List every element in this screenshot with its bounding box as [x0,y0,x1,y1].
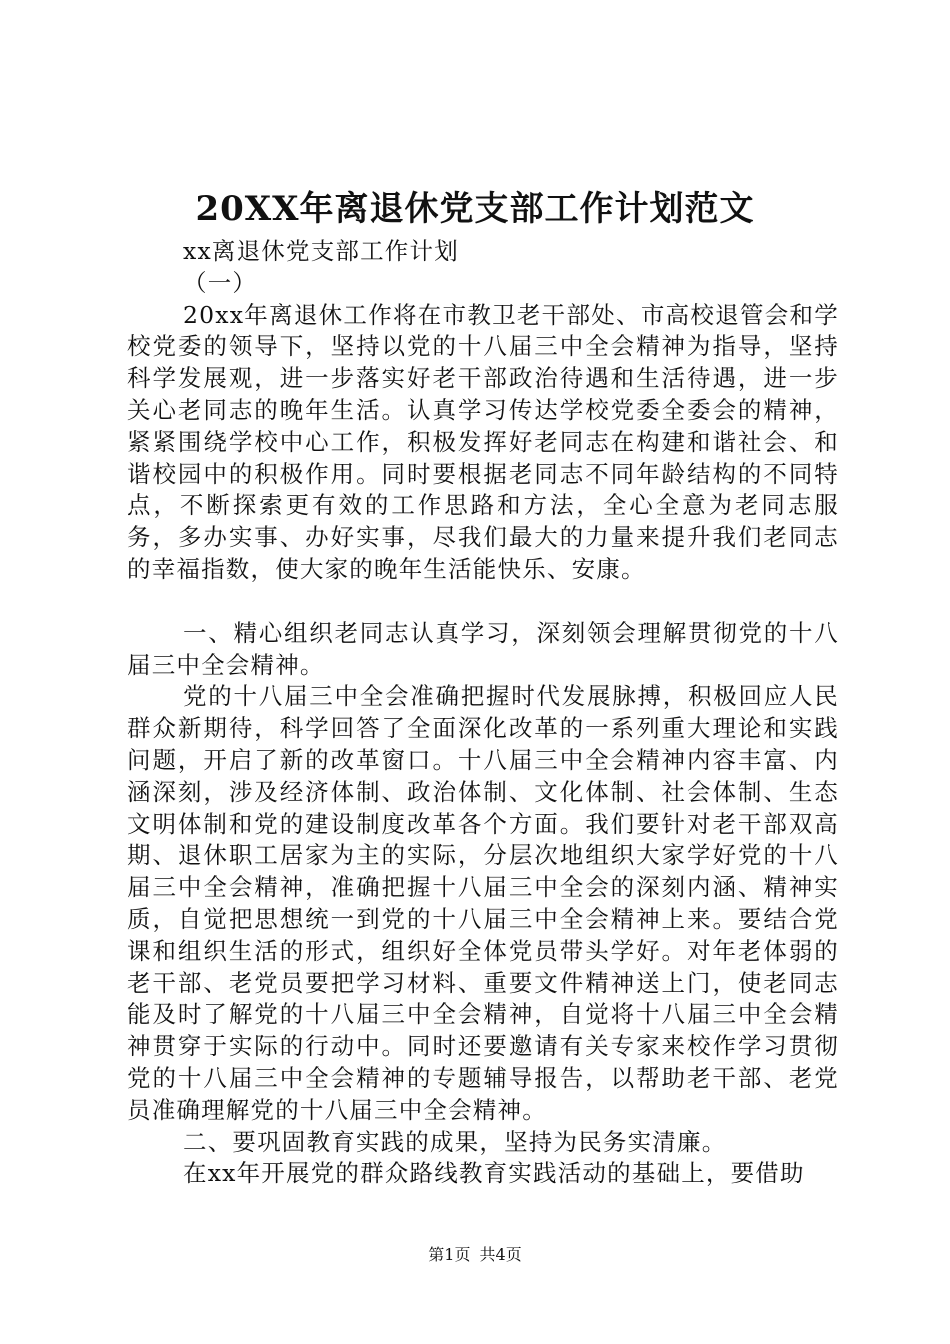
heading-section-two: 二、要巩固教育实践的成果，坚持为民务实清廉。 [183,1127,727,1156]
paragraph-section-two: 在xx年开展党的群众路线教育实践活动的基础上，要借助 [183,1159,805,1188]
heading-section-one: 一、精心组织老同志认真学习，深刻领会理解贯彻党的十八届三中全会精神。 [127,618,839,679]
document-body [127,236,839,1190]
page-total: 共4页 [479,1245,522,1264]
paragraph-gap [127,586,839,618]
page-number: 第1页 [428,1245,471,1264]
page-footer [0,1244,950,1266]
paragraph-section-one: 党的十八届三中全会准确把握时代发展脉搏，积极回应人民群众新期待，科学回答了全面深化改革的一系列重大理论和实践问题，开启了新的改革窗口。十八届三中全会精神内容丰富、内涵深刻，涉及经济体制、政治体制、文化体制、社会体制、生态文明体制和党的建设制度改革各个方面。我们要针对老干部双高期、退休职工居家为主的实际，分层次地组织大家学好党的十八届三中全会精神，准确把握十八届三中全会的深刻内涵、精神实质，自觉把思想统一到党的十八届三中全会精神上来。要结合党课和组织生活的形式，组织好全体党员带头学好。对年老体弱的老干部、老党员要把学习材料、重要文件精神送上门，使老同志能及时了解党的十八届三中全会精神，自觉将十八届三中全会精神贯穿于实际的行动中。同时还要邀请有关专家来校作学习贯彻党的十八届三中全会精神的专题辅导报告，以帮助老干部、老党员准确理解党的十八届三中全会精神。 [127,682,839,1124]
section-marker: （一） [183,268,258,297]
document-title: 20XX年离退休党支部工作计划范文 [195,189,755,229]
document-subtitle: xx离退休党支部工作计划 [183,237,459,265]
paragraph-intro: 20xx年离退休工作将在市教卫老干部处、市高校退管会和学校党委的领导下，坚持以党的十八届三中全会精神为指导，坚持科学发展观，进一步落实好老干部政治待遇和生活待遇，进一步关心老同志的晚年生活。认真学习传达学校党委全委会的精神，紧紧围绕学校中心工作，积极发挥好老同志在构建和谐社会、和谐校园中的积极作用。同时要根据老同志不同年龄结构的不同特点，不断探索更有效的工作思路和方法，全心全意为老同志服务，多办实事、办好实事，尽我们最大的力量来提升我们老同志的幸福指数，使大家的晚年生活能快乐、安康。 [127,300,839,583]
